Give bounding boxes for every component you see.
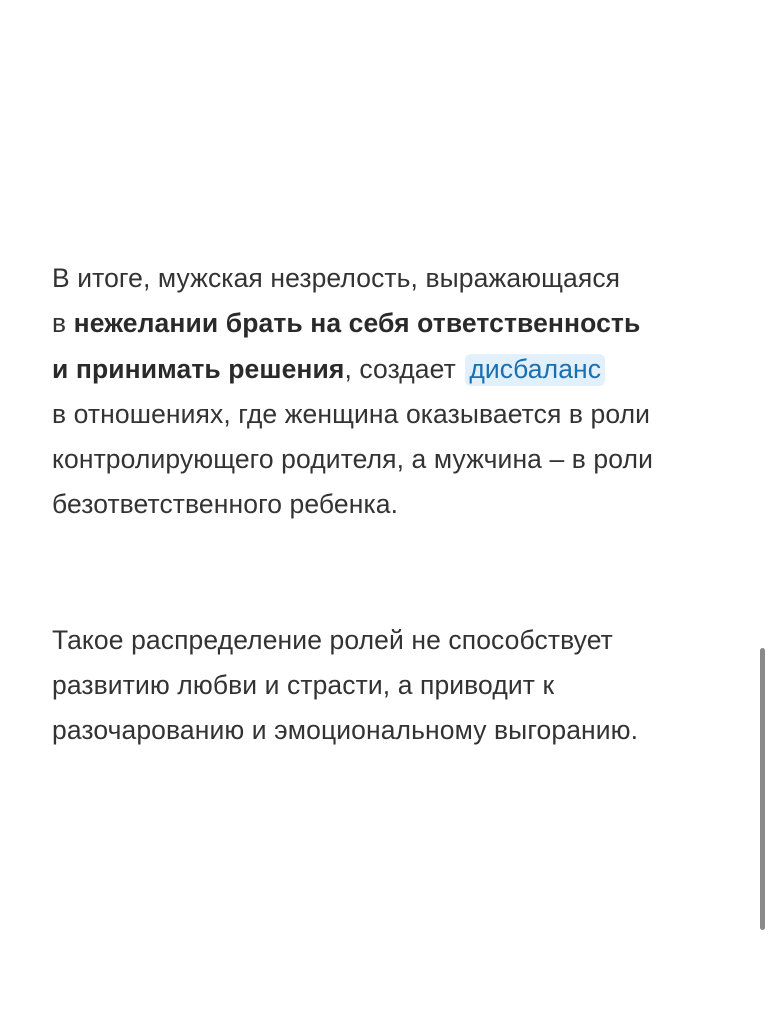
paragraph-2 xyxy=(52,618,732,754)
paragraph-1-line-1: В итоге, мужская незрелость, выражающаяся xyxy=(52,263,621,293)
paragraph-1-line-6: безответственного ребенка. xyxy=(52,489,399,520)
paragraph-2-line-2: развитию любви и страсти, а приводит к xyxy=(52,670,555,701)
paragraph-1-line-2 xyxy=(52,301,732,346)
paragraph-1 xyxy=(52,256,732,528)
paragraph-2-line-3: разочарованию и эмоциональному выгоранию. xyxy=(52,715,639,746)
paragraph-1-line-5: контролирующего родителя, а мужчина – в роли xyxy=(52,444,653,475)
imbalance-link[interactable]: дисбаланс xyxy=(465,354,605,386)
paragraph-1-line-2-pre: в xyxy=(52,308,74,339)
emphasis-text-2: и принимать решения xyxy=(52,353,345,384)
emphasis-text-1: нежелании брать на себя ответственность xyxy=(73,308,641,339)
article-body xyxy=(52,256,732,754)
paragraph-1-line-3-text: , создает xyxy=(344,353,464,384)
paragraph-1-line-4: в отношениях, где женщина оказывается в роли xyxy=(52,398,651,429)
vertical-scrollbar[interactable] xyxy=(760,648,765,930)
paragraph-2-line-1: Такое распределение ролей не способствует xyxy=(52,624,613,655)
paragraph-1-line-3 xyxy=(52,347,732,392)
